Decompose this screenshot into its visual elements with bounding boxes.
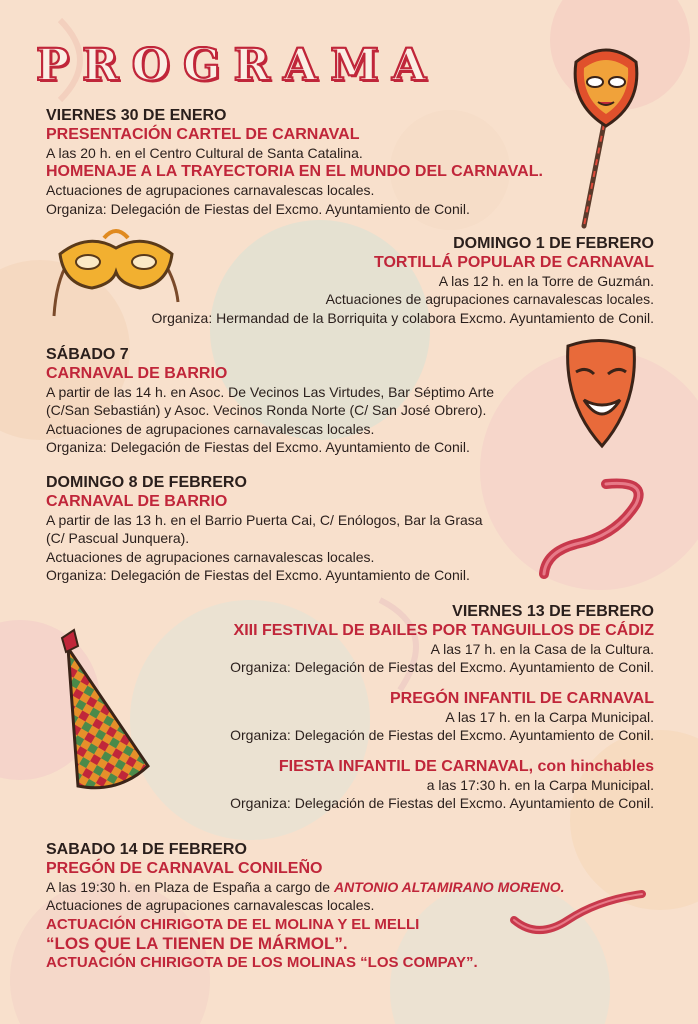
event-detail: Organiza: Delegación de Fiestas del Excmo. Ayuntamiento de Conil.	[230, 795, 654, 812]
event-detail: a las 17:30 h. en la Carpa Municipal.	[426, 776, 654, 793]
event-detail: Organiza: Delegación de Fiestas del Excmo. Ayuntamiento de Conil.	[230, 659, 654, 676]
event-title: FIESTA INFANTIL DE CARNAVAL, con hinchables	[278, 757, 654, 775]
event-title: PREGÓN INFANTIL DE CARNAVAL	[389, 689, 654, 707]
event-title: HOMENAJE A LA TRAYECTORIA EN EL MUNDO DEL CARNAVAL.	[46, 163, 543, 181]
event-date: VIERNES 30 DE ENERO	[46, 107, 227, 124]
event-detail: (C/ Pascual Junquera).	[46, 530, 190, 547]
event-detail-text: A las 19:30 h. en Plaza de España a cargo de	[46, 879, 331, 895]
event-date: DOMINGO 8 DE FEBRERO	[46, 474, 247, 491]
event-block-feb14	[46, 840, 564, 972]
event-detail: Organiza: Hermandad de la Borriquita y colabora Excmo. Ayuntamiento de Conil.	[151, 309, 654, 326]
page-title: PROGRAMA	[36, 40, 440, 91]
event-detail: Actuaciones de agrupaciones carnavalescas locales.	[46, 897, 375, 914]
event-date: SABADO 14 DE FEBRERO	[46, 841, 247, 858]
event-date: SÁBADO 7	[46, 346, 129, 363]
event-detail: Organiza: Delegación de Fiestas del Excmo. Ayuntamiento de Conil.	[46, 567, 470, 584]
event-title: ACTUACIÓN CHIRIGOTA DE EL MOLINA Y EL MELLI	[46, 915, 420, 933]
event-block-feb7	[46, 345, 494, 457]
event-title: PREGÓN DE CARNAVAL CONILEÑO	[46, 860, 323, 877]
event-date: VIERNES 13 DE FEBRERO	[452, 603, 654, 620]
event-block-feb1	[152, 234, 654, 327]
event-detail: Actuaciones de agrupaciones carnavalescas locales.	[46, 420, 375, 437]
event-detail: (C/San Sebastián) y Asoc. Vecinos Ronda Norte (C/ San José Obrero).	[46, 402, 487, 419]
event-detail: Organiza: Delegación de Fiestas del Excmo. Ayuntamiento de Conil.	[46, 439, 470, 456]
event-title: XIII FESTIVAL DE BAILES POR TANGUILLOS DE CÁDIZ	[233, 622, 654, 639]
event-title: CARNAVAL DE BARRIO	[46, 365, 228, 382]
event-detail: A las 17 h. en la Carpa Municipal.	[445, 708, 654, 725]
event-block-jan30	[46, 106, 543, 218]
mask-on-stick-icon	[566, 44, 646, 230]
event-block-feb13	[230, 602, 654, 812]
event-detail: Actuaciones de agrupaciones carnavalescas locales.	[46, 182, 375, 199]
event-date: DOMINGO 1 DE FEBRERO	[453, 235, 654, 252]
event-title: TORTILLÁ POPULAR DE CARNAVAL	[374, 254, 654, 271]
event-detail: A partir de las 14 h. en Asoc. De Vecinos Las Virtudes, Bar Séptimo Arte	[46, 384, 494, 400]
ribbon-icon	[536, 474, 652, 580]
event-detail: A las 12 h. en la Torre de Guzmán.	[438, 273, 654, 289]
event-detail: A las 17 h. en la Casa de la Cultura.	[430, 641, 654, 657]
theater-mask-icon	[562, 338, 640, 450]
event-block-feb8	[46, 473, 483, 585]
event-detail	[46, 878, 564, 896]
event-detail: A partir de las 13 h. en el Barrio Puerta Cai, C/ Enólogos, Bar la Grasa	[46, 512, 483, 528]
event-title: “LOS QUE LA TIENEN DE MÁRMOL”.	[46, 933, 348, 953]
event-title: PRESENTACIÓN CARTEL DE CARNAVAL	[46, 126, 360, 143]
event-title: CARNAVAL DE BARRIO	[46, 493, 228, 510]
event-detail: Actuaciones de agrupaciones carnavalescas locales.	[325, 291, 654, 308]
event-detail: Actuaciones de agrupaciones carnavalescas locales.	[46, 548, 375, 565]
event-detail: A las 20 h. en el Centro Cultural de Santa Catalina.	[46, 145, 363, 161]
speaker-name: ANTONIO ALTAMIRANO MORENO.	[334, 879, 565, 895]
event-title: ACTUACIÓN CHIRIGOTA DE LOS MOLINAS “LOS COMPAY”.	[46, 953, 478, 971]
event-detail: Organiza: Delegación de Fiestas del Excmo. Ayuntamiento de Conil.	[46, 200, 470, 217]
event-detail: Organiza: Delegación de Fiestas del Excmo. Ayuntamiento de Conil.	[230, 727, 654, 744]
party-hat-icon	[48, 626, 158, 794]
